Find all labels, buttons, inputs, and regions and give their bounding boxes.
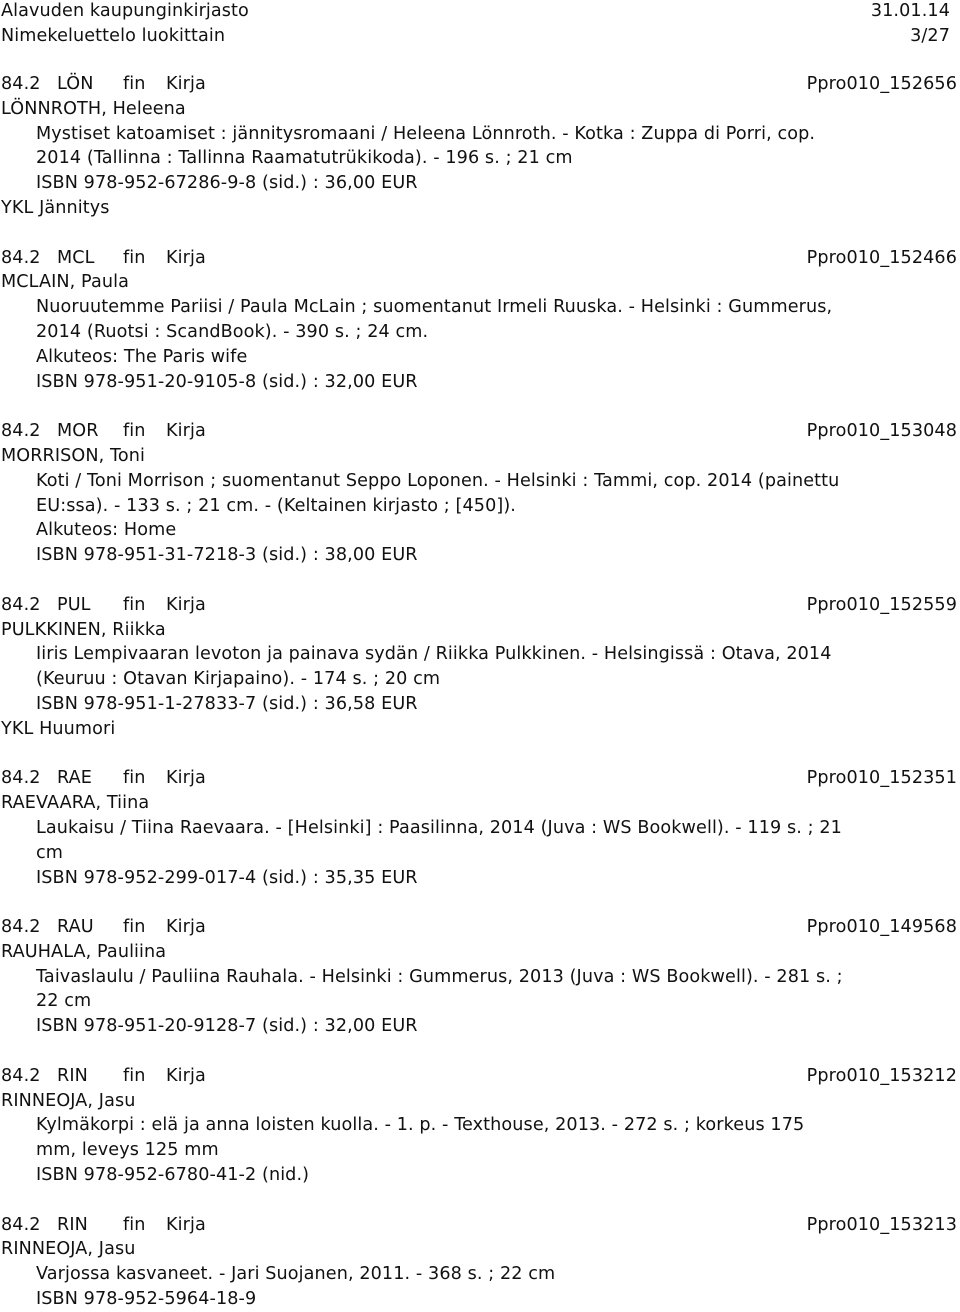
description-line: Varjossa kasvaneet. - Jari Suojanen, 2011. - 368 s. ; 22 cm <box>36 1264 556 1285</box>
catalog-entry <box>1 246 957 395</box>
class-number: 84.2 <box>1 247 41 268</box>
shelf-code: RIN <box>57 1065 88 1086</box>
classification-row <box>1 1213 957 1238</box>
description <box>1 816 921 890</box>
material-type: Kirja <box>166 74 206 94</box>
shelf-code: RIN <box>57 1214 88 1235</box>
catalog-entry <box>1 766 957 890</box>
author: LÖNNROTH, Heleena <box>1 98 186 119</box>
author: RAUHALA, Pauliina <box>1 941 167 962</box>
author: RINNEOJA, Jasu <box>1 1239 136 1260</box>
record-id: Ppro010_152351 <box>806 768 957 789</box>
classification-row <box>1 72 957 97</box>
description-line: Taivaslaulu / Pauliina Rauhala. - Helsinki : Gummerus, 2013 (Juva : WS Bookwell). - 281 s. ; <box>36 966 843 987</box>
class-number: 84.2 <box>1 768 41 789</box>
classification-row <box>1 246 957 271</box>
shelf-code: RAU <box>57 917 94 938</box>
material-type: Kirja <box>166 421 206 442</box>
description <box>1 122 921 196</box>
classification-row <box>1 419 957 444</box>
catalog-entry <box>1 915 957 1039</box>
header-row-1 <box>1 0 950 24</box>
class-number: 84.2 <box>1 421 41 442</box>
language-code: fin <box>123 594 146 615</box>
material-type: Kirja <box>166 1065 206 1086</box>
description-line: Nuoruutemme Pariisi / Paula McLain ; suomentanut Irmeli Ruuska. - Helsinki : Gummerus, <box>36 297 833 318</box>
shelf-code: MCL <box>57 247 95 268</box>
report-title: Nimekeluettelo luokittain <box>1 25 226 46</box>
description-line: ISBN 978-951-1-27833-7 (sid.) : 36,58 EUR <box>36 693 418 714</box>
header-row-2 <box>1 24 950 49</box>
entry-list <box>1 72 957 1312</box>
class-number: 84.2 <box>1 1065 41 1086</box>
classification <box>1 72 206 97</box>
classification-row <box>1 593 957 618</box>
catalog-entry <box>1 593 957 742</box>
page-number: 3/27 <box>910 25 950 46</box>
description <box>1 1113 921 1187</box>
author: MORRISON, Toni <box>1 445 145 466</box>
classification <box>1 915 206 940</box>
description-line: ISBN 978-952-6780-41-2 (nid.) <box>36 1165 310 1186</box>
ykl-subject: YKL Huumori <box>1 718 116 739</box>
classification <box>1 246 206 271</box>
description-line: ISBN 978-952-5964-18-9 <box>36 1289 257 1310</box>
page-header <box>1 0 950 49</box>
record-id: Ppro010_152559 <box>806 594 957 615</box>
material-type: Kirja <box>166 247 206 268</box>
language-code: fin <box>123 1065 146 1086</box>
description-line: ISBN 978-952-67286-9-8 (sid.) : 36,00 EUR <box>36 173 418 194</box>
description <box>1 295 921 394</box>
class-number: 84.2 <box>1 594 41 615</box>
description-line: Mystiset katoamiset : jännitysromaani / Heleena Lönnroth. - Kotka : Zuppa di Porri, cop. <box>36 123 816 144</box>
description-line: ISBN 978-951-20-9128-7 (sid.) : 32,00 EUR <box>36 1016 418 1037</box>
class-number: 84.2 <box>1 1214 41 1235</box>
description-line: EU:ssa). - 133 s. ; 21 cm. - (Keltainen kirjasto ; [450]). <box>36 495 516 516</box>
material-type: Kirja <box>166 917 206 938</box>
record-id: Ppro010_153048 <box>806 421 957 442</box>
description <box>1 469 921 568</box>
description-line: 2014 (Ruotsi : ScandBook). - 390 s. ; 24 cm. <box>36 321 429 342</box>
author: RINNEOJA, Jasu <box>1 1090 136 1111</box>
shelf-code: LÖN <box>57 74 94 94</box>
library-name: Alavuden kaupunginkirjasto <box>1 1 249 21</box>
shelf-code: PUL <box>57 594 91 615</box>
record-id: Ppro010_152656 <box>806 74 957 94</box>
author: RAEVAARA, Tiina <box>1 793 150 814</box>
description-line: Laukaisu / Tiina Raevaara. - [Helsinki] : Paasilinna, 2014 (Juva : WS Bookwell). - 119 s. ; 21 <box>36 817 842 838</box>
material-type: Kirja <box>166 594 206 615</box>
record-id: Ppro010_149568 <box>806 917 957 938</box>
description <box>1 1262 921 1312</box>
description-line: Iiris Lempivaaran levoton ja painava sydän / Riikka Pulkkinen. - Helsingissä : Otava, 2014 <box>36 644 832 665</box>
record-id: Ppro010_153212 <box>806 1065 957 1086</box>
classification <box>1 1213 206 1238</box>
author: PULKKINEN, Riikka <box>1 619 166 640</box>
description-line: mm, leveys 125 mm <box>36 1140 219 1161</box>
description-line: Koti / Toni Morrison ; suomentanut Seppo Loponen. - Helsinki : Tammi, cop. 2014 (painettu <box>36 470 840 491</box>
shelf-code: RAE <box>57 768 92 789</box>
classification <box>1 593 206 618</box>
class-number: 84.2 <box>1 74 41 94</box>
description-line: 22 cm <box>36 991 92 1012</box>
description-line: cm <box>36 842 64 863</box>
description-line: ISBN 978-951-31-7218-3 (sid.) : 38,00 EUR <box>36 545 418 566</box>
report-date: 31.01.14 <box>870 1 950 21</box>
description-line: ISBN 978-952-299-017-4 (sid.) : 35,35 EUR <box>36 867 418 888</box>
classification-row <box>1 766 957 791</box>
language-code: fin <box>123 247 146 268</box>
language-code: fin <box>123 421 146 442</box>
record-id: Ppro010_152466 <box>806 247 957 268</box>
ykl-subject: YKL Jännitys <box>1 197 110 218</box>
description <box>1 642 921 716</box>
classification-row <box>1 1064 957 1089</box>
catalog-entry <box>1 1213 957 1312</box>
catalog-entry <box>1 72 957 221</box>
description-line: 2014 (Tallinna : Tallinna Raamatutrükikoda). - 196 s. ; 21 cm <box>36 148 573 169</box>
description-line: (Keuruu : Otavan Kirjapaino). - 174 s. ; 20 cm <box>36 669 441 690</box>
catalog-entry <box>1 1064 957 1188</box>
language-code: fin <box>123 1214 146 1235</box>
catalog-entry <box>1 419 957 568</box>
shelf-code: MOR <box>57 421 99 442</box>
classification <box>1 419 206 444</box>
material-type: Kirja <box>166 1214 206 1235</box>
language-code: fin <box>123 768 146 789</box>
description <box>1 965 921 1039</box>
language-code: fin <box>123 74 146 94</box>
description-line: Kylmäkorpi : elä ja anna loisten kuolla. - 1. p. - Texthouse, 2013. - 272 s. ; korkeus 175 <box>36 1115 805 1136</box>
description-line: Alkuteos: The Paris wife <box>36 346 248 367</box>
description-line: ISBN 978-951-20-9105-8 (sid.) : 32,00 EUR <box>36 371 418 392</box>
record-id: Ppro010_153213 <box>806 1214 957 1235</box>
description-line: Alkuteos: Home <box>36 520 177 541</box>
classification <box>1 766 206 791</box>
language-code: fin <box>123 917 146 938</box>
author: MCLAIN, Paula <box>1 272 129 293</box>
classification <box>1 1064 206 1089</box>
class-number: 84.2 <box>1 917 41 938</box>
material-type: Kirja <box>166 768 206 789</box>
classification-row <box>1 915 957 940</box>
